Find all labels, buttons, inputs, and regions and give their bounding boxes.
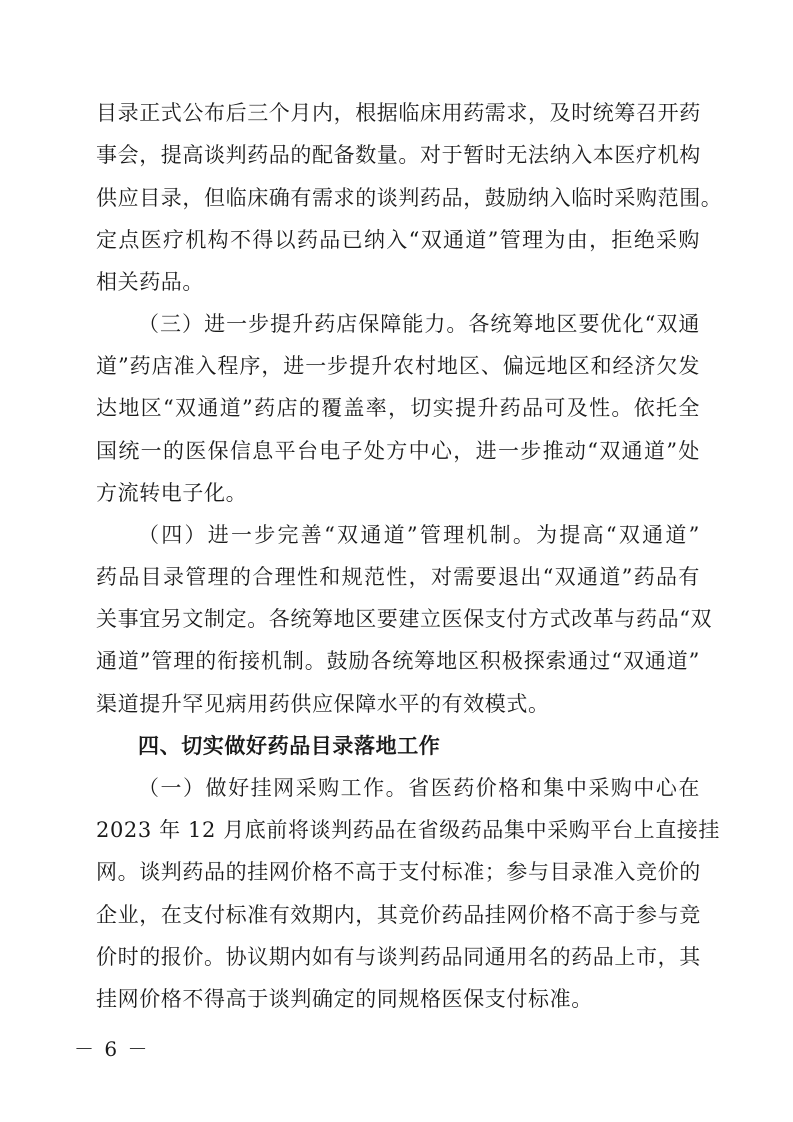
paragraph-line: 供应目录，但临床确有需求的谈判药品，鼓励纳入临时采购范围。: [96, 186, 723, 210]
paragraph-line: 通道”管理的衔接机制。鼓励各统筹地区积极探索通过“双通道”: [96, 649, 700, 673]
paragraph-line: 药品目录管理的合理性和规范性，对需要退出“双通道”药品有: [96, 565, 700, 589]
paragraph-line: 渠道提升罕见病用药供应保障水平的有效模式。: [96, 692, 550, 716]
paragraph-line: 方流转电子化。: [96, 481, 248, 505]
paragraph-line: 价时的报价。协议期内如有与谈判药品同通用名的药品上市，其: [96, 945, 701, 969]
paragraph-line: （四）进一步完善“双通道”管理机制。为提高“双通道”: [138, 523, 700, 547]
paragraph-line: 国统一的医保信息平台电子处方中心，进一步推动“双通道”处: [96, 439, 700, 463]
paragraph-line: 关事宜另文制定。各统筹地区要建立医保支付方式改革与药品“双: [96, 607, 713, 631]
paragraph-line: 定点医疗机构不得以药品已纳入“双通道”管理为由，拒绝采购: [96, 228, 700, 252]
paragraph-line: （一）做好挂网采购工作。省医药价格和集中采购中心在: [138, 776, 700, 800]
paragraph-line: （三）进一步提升药店保障能力。各统筹地区要优化“双通: [138, 312, 700, 336]
paragraph-line: 道”药店准入程序，进一步提升农村地区、偏远地区和经济欠发: [96, 354, 700, 378]
section-heading: 四、切实做好药品目录落地工作: [138, 734, 441, 758]
paragraph-line: 企业，在支付标准有效期内，其竞价药品挂网价格不高于参与竞: [96, 903, 701, 927]
paragraph-line: 2023 年 12 月底前将谈判药品在省级药品集中采购平台上直接挂: [96, 818, 720, 842]
paragraph-line: 事会，提高谈判药品的配备数量。对于暂时无法纳入本医疗机构: [96, 143, 701, 167]
paragraph-line: 挂网价格不得高于谈判确定的同规格医保支付标准。: [96, 987, 593, 1011]
paragraph-line: 达地区“双通道”药店的覆盖率，切实提升药品可及性。依托全: [96, 396, 700, 420]
paragraph-line: 目录正式公布后三个月内，根据临床用药需求，及时统筹召开药: [96, 101, 701, 125]
paragraph-line: 网。谈判药品的挂网价格不高于支付标准；参与目录准入竞价的: [96, 860, 701, 884]
page-number: － 6 －: [74, 1037, 150, 1061]
paragraph-line: 相关药品。: [96, 270, 204, 294]
